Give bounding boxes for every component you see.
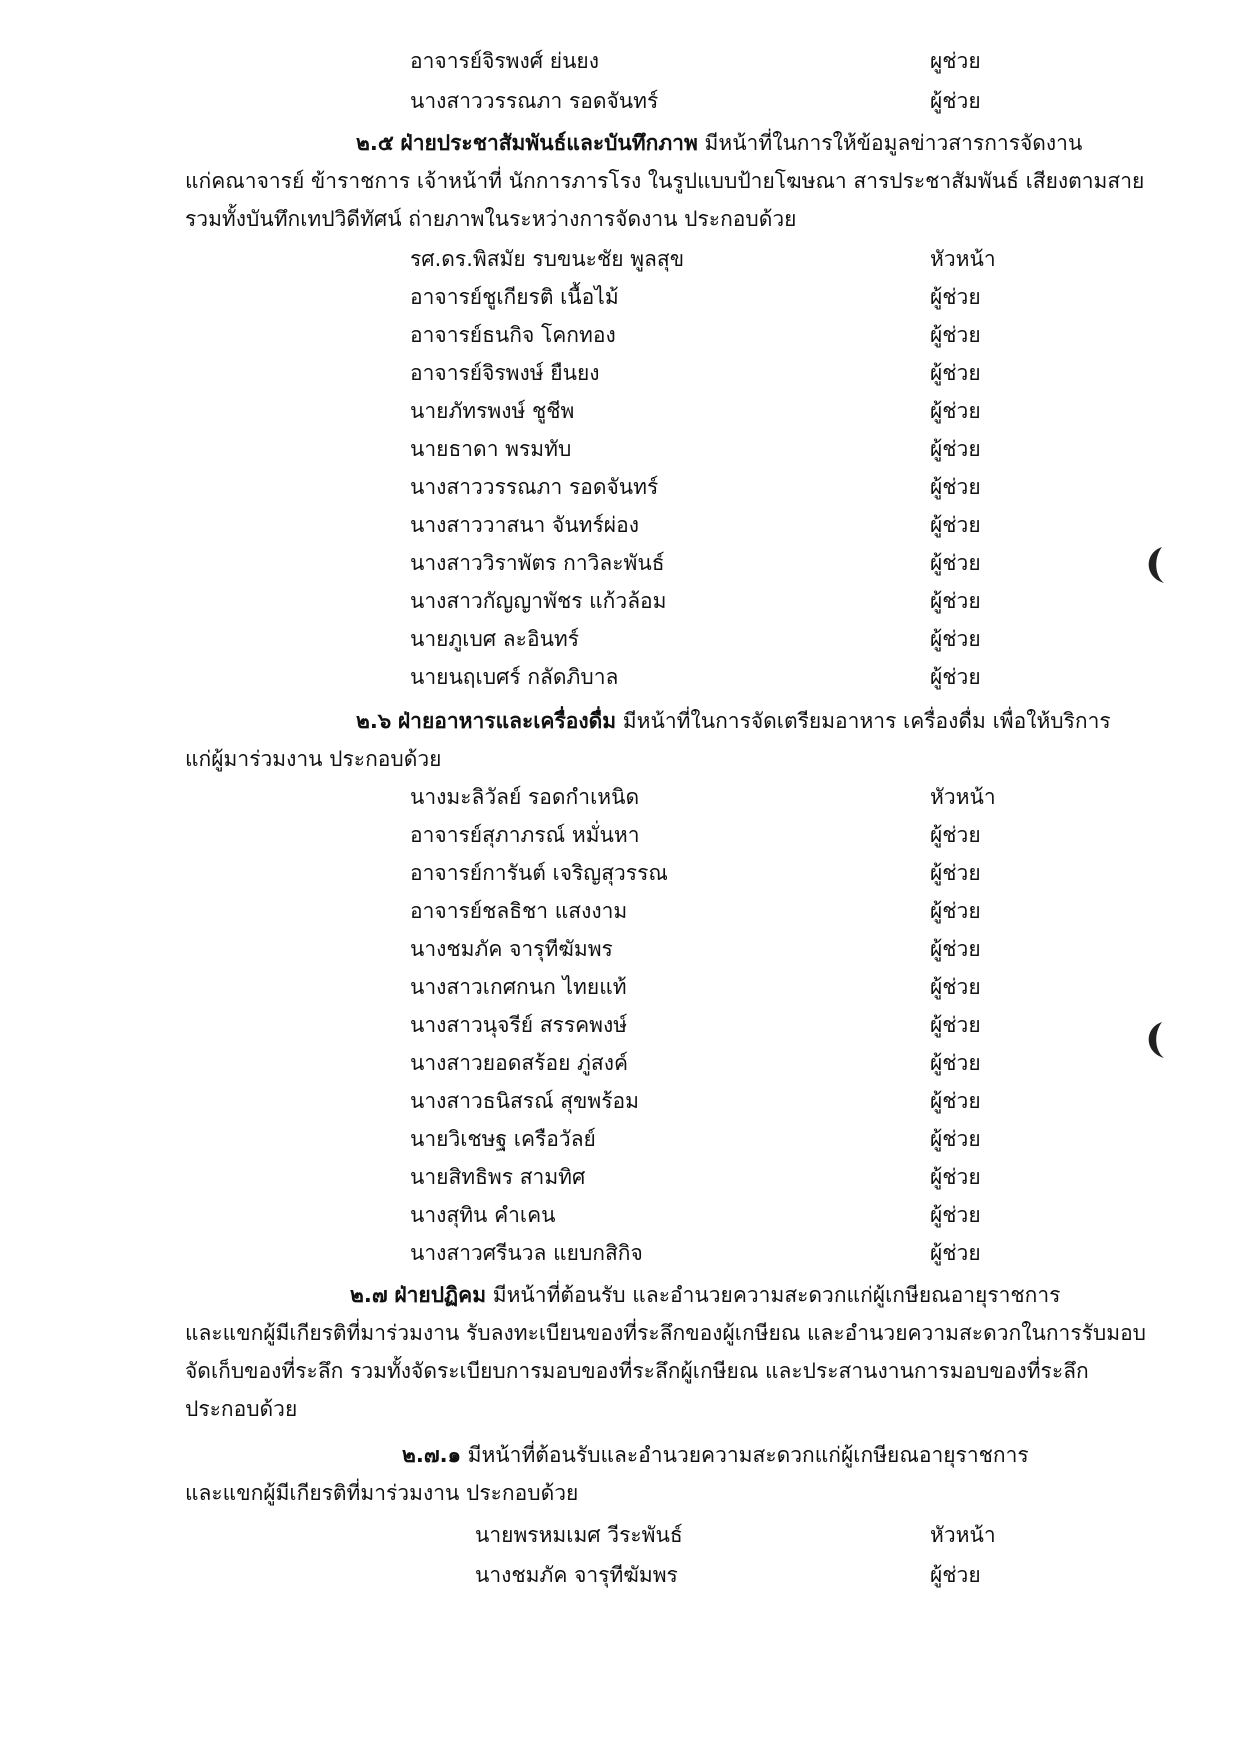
member-name: นางสาววาสนา จันทร์ผ่อง [410,513,639,537]
section-2-5-text: รวมทั้งบันทึกเทปวิดีทัศน์ ถ่ายภาพในระหว่างการจัดงาน ประกอบด้วย [185,207,797,231]
member-name: นางสุทิน คำเคน [410,1203,556,1227]
member-name: นายนฤเบศร์ กลัดภิบาล [410,665,619,689]
member-name: อาจารย์สุภาภรณ์ หมั่นหา [410,823,640,847]
section-2-6-heading [356,702,1111,740]
section-text: มีหน้าที่ในการจัดเตรียมอาหาร เครื่องดื่ม เพื่อให้บริการ [622,709,1111,733]
punch-hole-mark [1140,1020,1176,1060]
member-name: อาจารย์ธนกิจ โคกทอง [410,323,616,347]
section-2-5-text: แก่คณาจารย์ ข้าราชการ เจ้าหน้าที่ นักการภารโรง ในรูปแบบป้ายโฆษณา สารประชาสัมพันธ์ เสียงตามสาย [185,169,1145,193]
member-name: นายธาดา พรมทับ [410,437,572,461]
member-name: นางมะลิวัลย์ รอดกำเหนิด [410,785,640,809]
section-number: ๒.๗.๑ [402,1443,461,1467]
member-role: ผู้ช่วย [930,285,981,309]
member-role: ผู้ช่วย [930,437,981,461]
member-name: นางสาวธนิสรณ์ สุขพร้อม [410,1089,639,1113]
member-role: ผู้ช่วย [930,475,981,499]
section-2-7-1-heading [402,1436,1029,1474]
section-2-7-text: และแขกผู้มีเกียรติที่มาร่วมงาน รับลงทะเบียนของที่ระลึกของผู้เกษียณ และอำนวยความสะดวกในการรับมอบ [185,1321,1147,1345]
member-name: อาจารย์ชลธิชา แสงงาม [410,899,628,923]
member-role: หัวหน้า [930,785,996,809]
member-name: นางสาววิราพัตร กาวิละพันธ์ [410,551,665,575]
member-role: ผู้ช่วย [930,899,981,923]
member-role: ผู้ช่วย [930,861,981,885]
section-title: ฝ่ายอาหารและเครื่องดื่ม [397,709,617,733]
member-name: นางชมภัค จารุทีฆัมพร [475,1563,678,1587]
member-name: อาจารย์จิรพงษ์ ยืนยง [410,361,600,385]
member-role: ผู้ช่วย [930,1089,981,1113]
member-role: ผู้ช่วย [930,627,981,651]
member-role: ผู้ช่วย [930,1241,981,1265]
member-name: นางสาวเกศกนก ไทยแท้ [410,975,627,999]
member-name: รศ.ดร.พิสมัย รบขนะชัย พูลสุข [410,247,685,271]
member-name: นายพรหมเมศ วีระพันธ์ [475,1523,683,1547]
section-2-7-heading [350,1276,1060,1314]
member-name: นางสาวกัญญาพัชร แก้วล้อม [410,589,667,613]
member-name: อาจารย์ชูเกียรติ เนื้อไม้ [410,285,619,309]
member-role: ผู้ช่วย [930,937,981,961]
section-number: ๒.๖ [356,709,392,733]
member-name: นางสาววรรณภา รอดจันทร์ [410,475,659,499]
member-role: ผู้ช่วย [930,975,981,999]
member-name: นางสาวนุจรีย์ สรรคพงษ์ [410,1013,628,1037]
member-name: นายภัทรพงษ์ ชูชีพ [410,399,575,423]
section-2-7-1-text: และแขกผู้มีเกียรติที่มาร่วมงาน ประกอบด้วย [185,1481,579,1505]
section-2-7-text: จัดเก็บของที่ระลึก รวมทั้งจัดระเบียบการมอบของที่ระลึกผู้เกษียณ และประสานงานการมอบของที่ระลึก [185,1359,1089,1383]
section-number: ๒.๕ [356,131,394,155]
member-role: หัวหน้า [930,1523,996,1547]
section-text: มีหน้าที่ต้อนรับ และอำนวยความสะดวกแก่ผู้เกษียณอายุราชการ [492,1283,1061,1307]
member-role: ผู้ช่วย [930,1013,981,1037]
member-role: ผู้ช่วย [930,399,981,423]
section-text: มีหน้าที่ต้อนรับและอำนวยความสะดวกแก่ผู้เกษียณอายุราชการ [467,1443,1029,1467]
member-name: อาจารย์การันต์ เจริญสุวรรณ [410,861,668,885]
member-role: ผู้ช่วย [930,323,981,347]
member-name: นายสิทธิพร สามทิศ [410,1165,586,1189]
section-2-5-heading [356,124,1082,162]
member-name: อาจารย์จิรพงศ์ ย่นยง [410,49,599,73]
member-name: นางสาววรรณภา รอดจันทร์ [410,89,659,113]
member-role: ผู้ช่วย [930,1563,981,1587]
punch-hole-mark [1140,545,1176,585]
member-role: ผู้ช่วย [930,665,981,689]
section-2-6-text: แก่ผู้มาร่วมงาน ประกอบด้วย [185,747,442,771]
member-name: นางชมภัค จารุทีฆัมพร [410,937,613,961]
member-name: นางสาวยอดสร้อย ภู่สงค์ [410,1051,629,1075]
member-role: ผู้ช่วย [930,89,981,113]
member-role: ผูช่วย [930,49,981,73]
section-number: ๒.๗ [350,1283,388,1307]
member-role: ผู้ช่วย [930,589,981,613]
member-role: ผู้ช่วย [930,1203,981,1227]
section-title: ฝ่ายปฏิคม [394,1283,487,1307]
member-name: นางสาวศรีนวล แยบกสิกิจ [410,1241,643,1265]
section-text: มีหน้าที่ในการให้ข้อมูลข่าวสารการจัดงาน [704,131,1083,155]
member-name: นายวิเชษฐ เครือวัลย์ [410,1127,596,1151]
section-title: ฝ่ายประชาสัมพันธ์และบันทึกภาพ [400,131,698,155]
member-role: ผู้ช่วย [930,1127,981,1151]
member-name: นายภูเบศ ละอินทร์ [410,627,580,651]
member-role: ผู้ช่วย [930,551,981,575]
member-role: ผู้ช่วย [930,513,981,537]
member-role: ผู้ช่วย [930,1165,981,1189]
member-role: ผู้ช่วย [930,1051,981,1075]
section-2-7-text: ประกอบด้วย [185,1397,298,1421]
member-role: ผู้ช่วย [930,823,981,847]
member-role: หัวหน้า [930,247,996,271]
member-role: ผู้ช่วย [930,361,981,385]
